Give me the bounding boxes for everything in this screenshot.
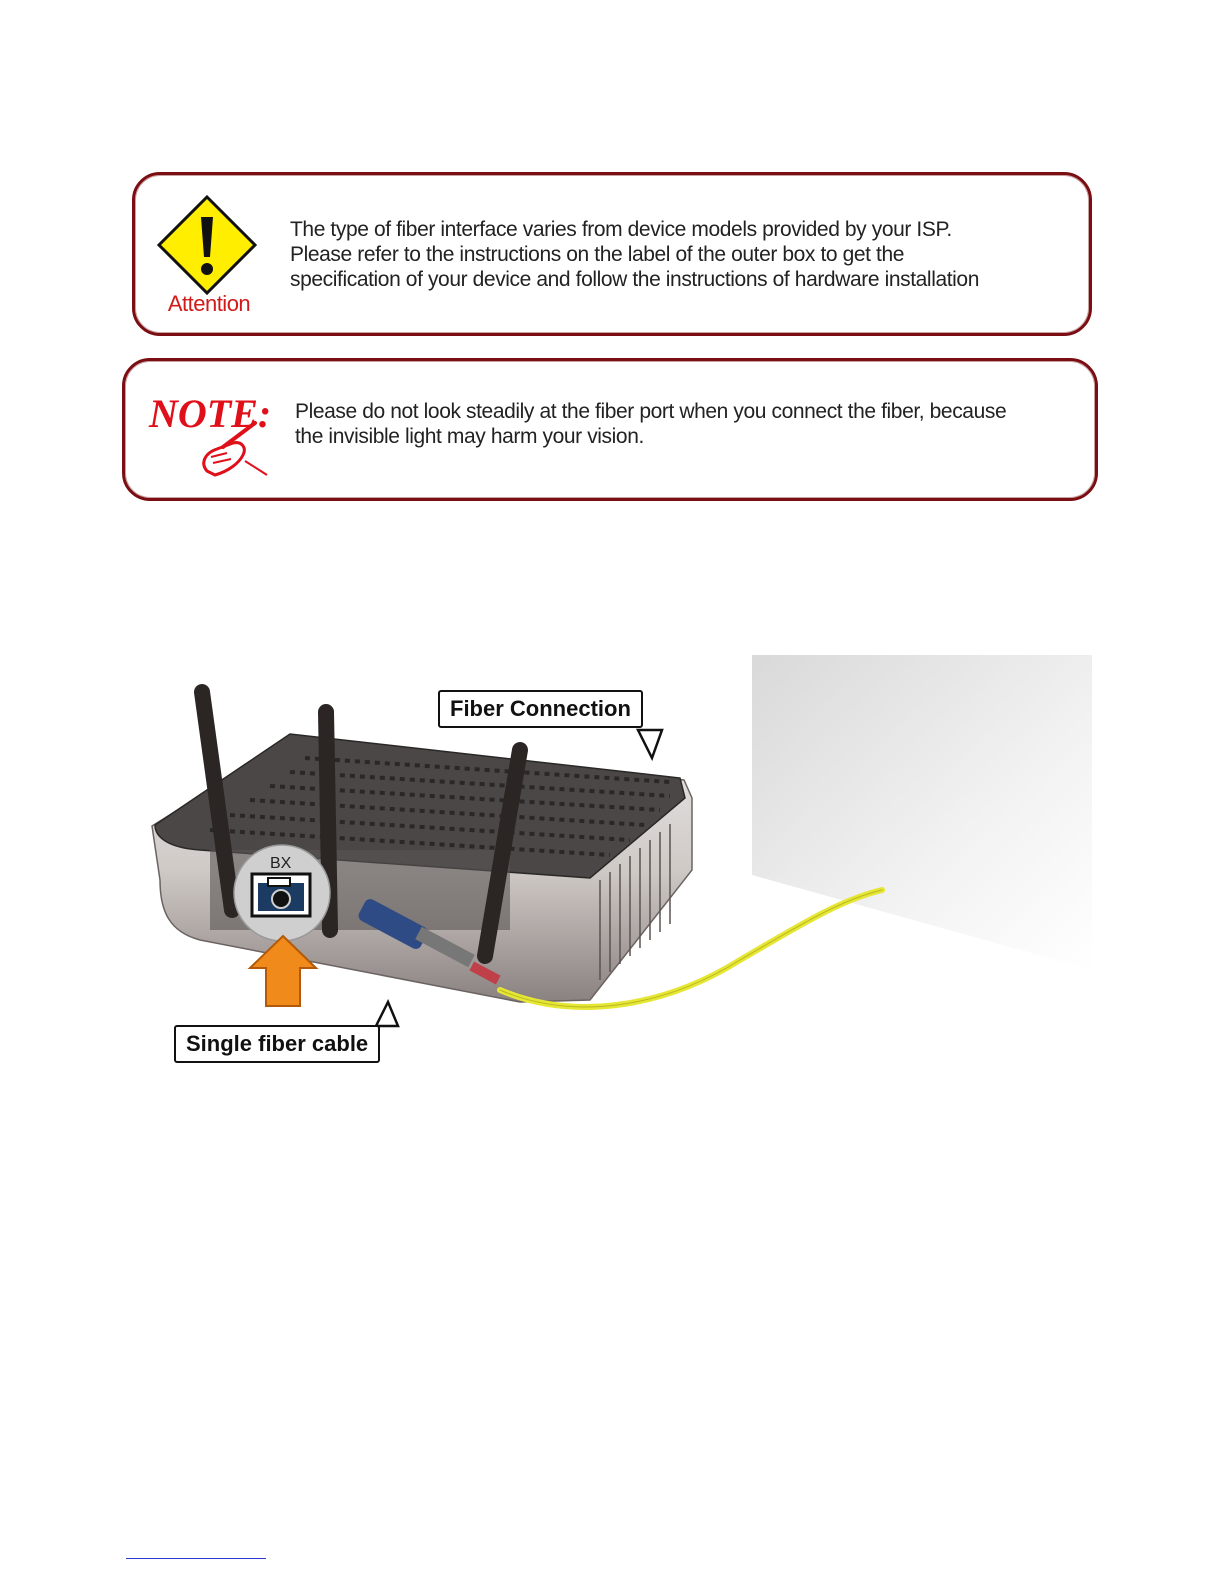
note-label: NOTE: <box>149 391 272 436</box>
footer-rule <box>126 1558 266 1559</box>
note-line: the invisible light may harm your vision. <box>295 425 644 448</box>
bx-port-label: BX <box>270 855 292 872</box>
attention-box <box>132 172 1092 336</box>
attention-label: Attention <box>167 291 251 316</box>
warning-diamond-icon <box>155 195 259 295</box>
attention-line: The type of fiber interface varies from device models provided by your ISP. <box>290 218 952 241</box>
attention-text <box>290 217 1080 292</box>
note-hand-icon <box>145 383 275 483</box>
attention-line: Please refer to the instructions on the label of the outer box to get the <box>290 243 905 266</box>
fiber-connection-callout: Fiber Connection <box>438 690 643 728</box>
note-box <box>122 358 1098 501</box>
note-line: Please do not look steadily at the fiber port when you connect the fiber, because <box>295 400 1007 423</box>
note-text <box>295 399 1085 449</box>
single-fiber-cable-callout: Single fiber cable <box>174 1025 380 1063</box>
attention-line: specification of your device and follow the instructions of hardware installation <box>290 268 979 291</box>
